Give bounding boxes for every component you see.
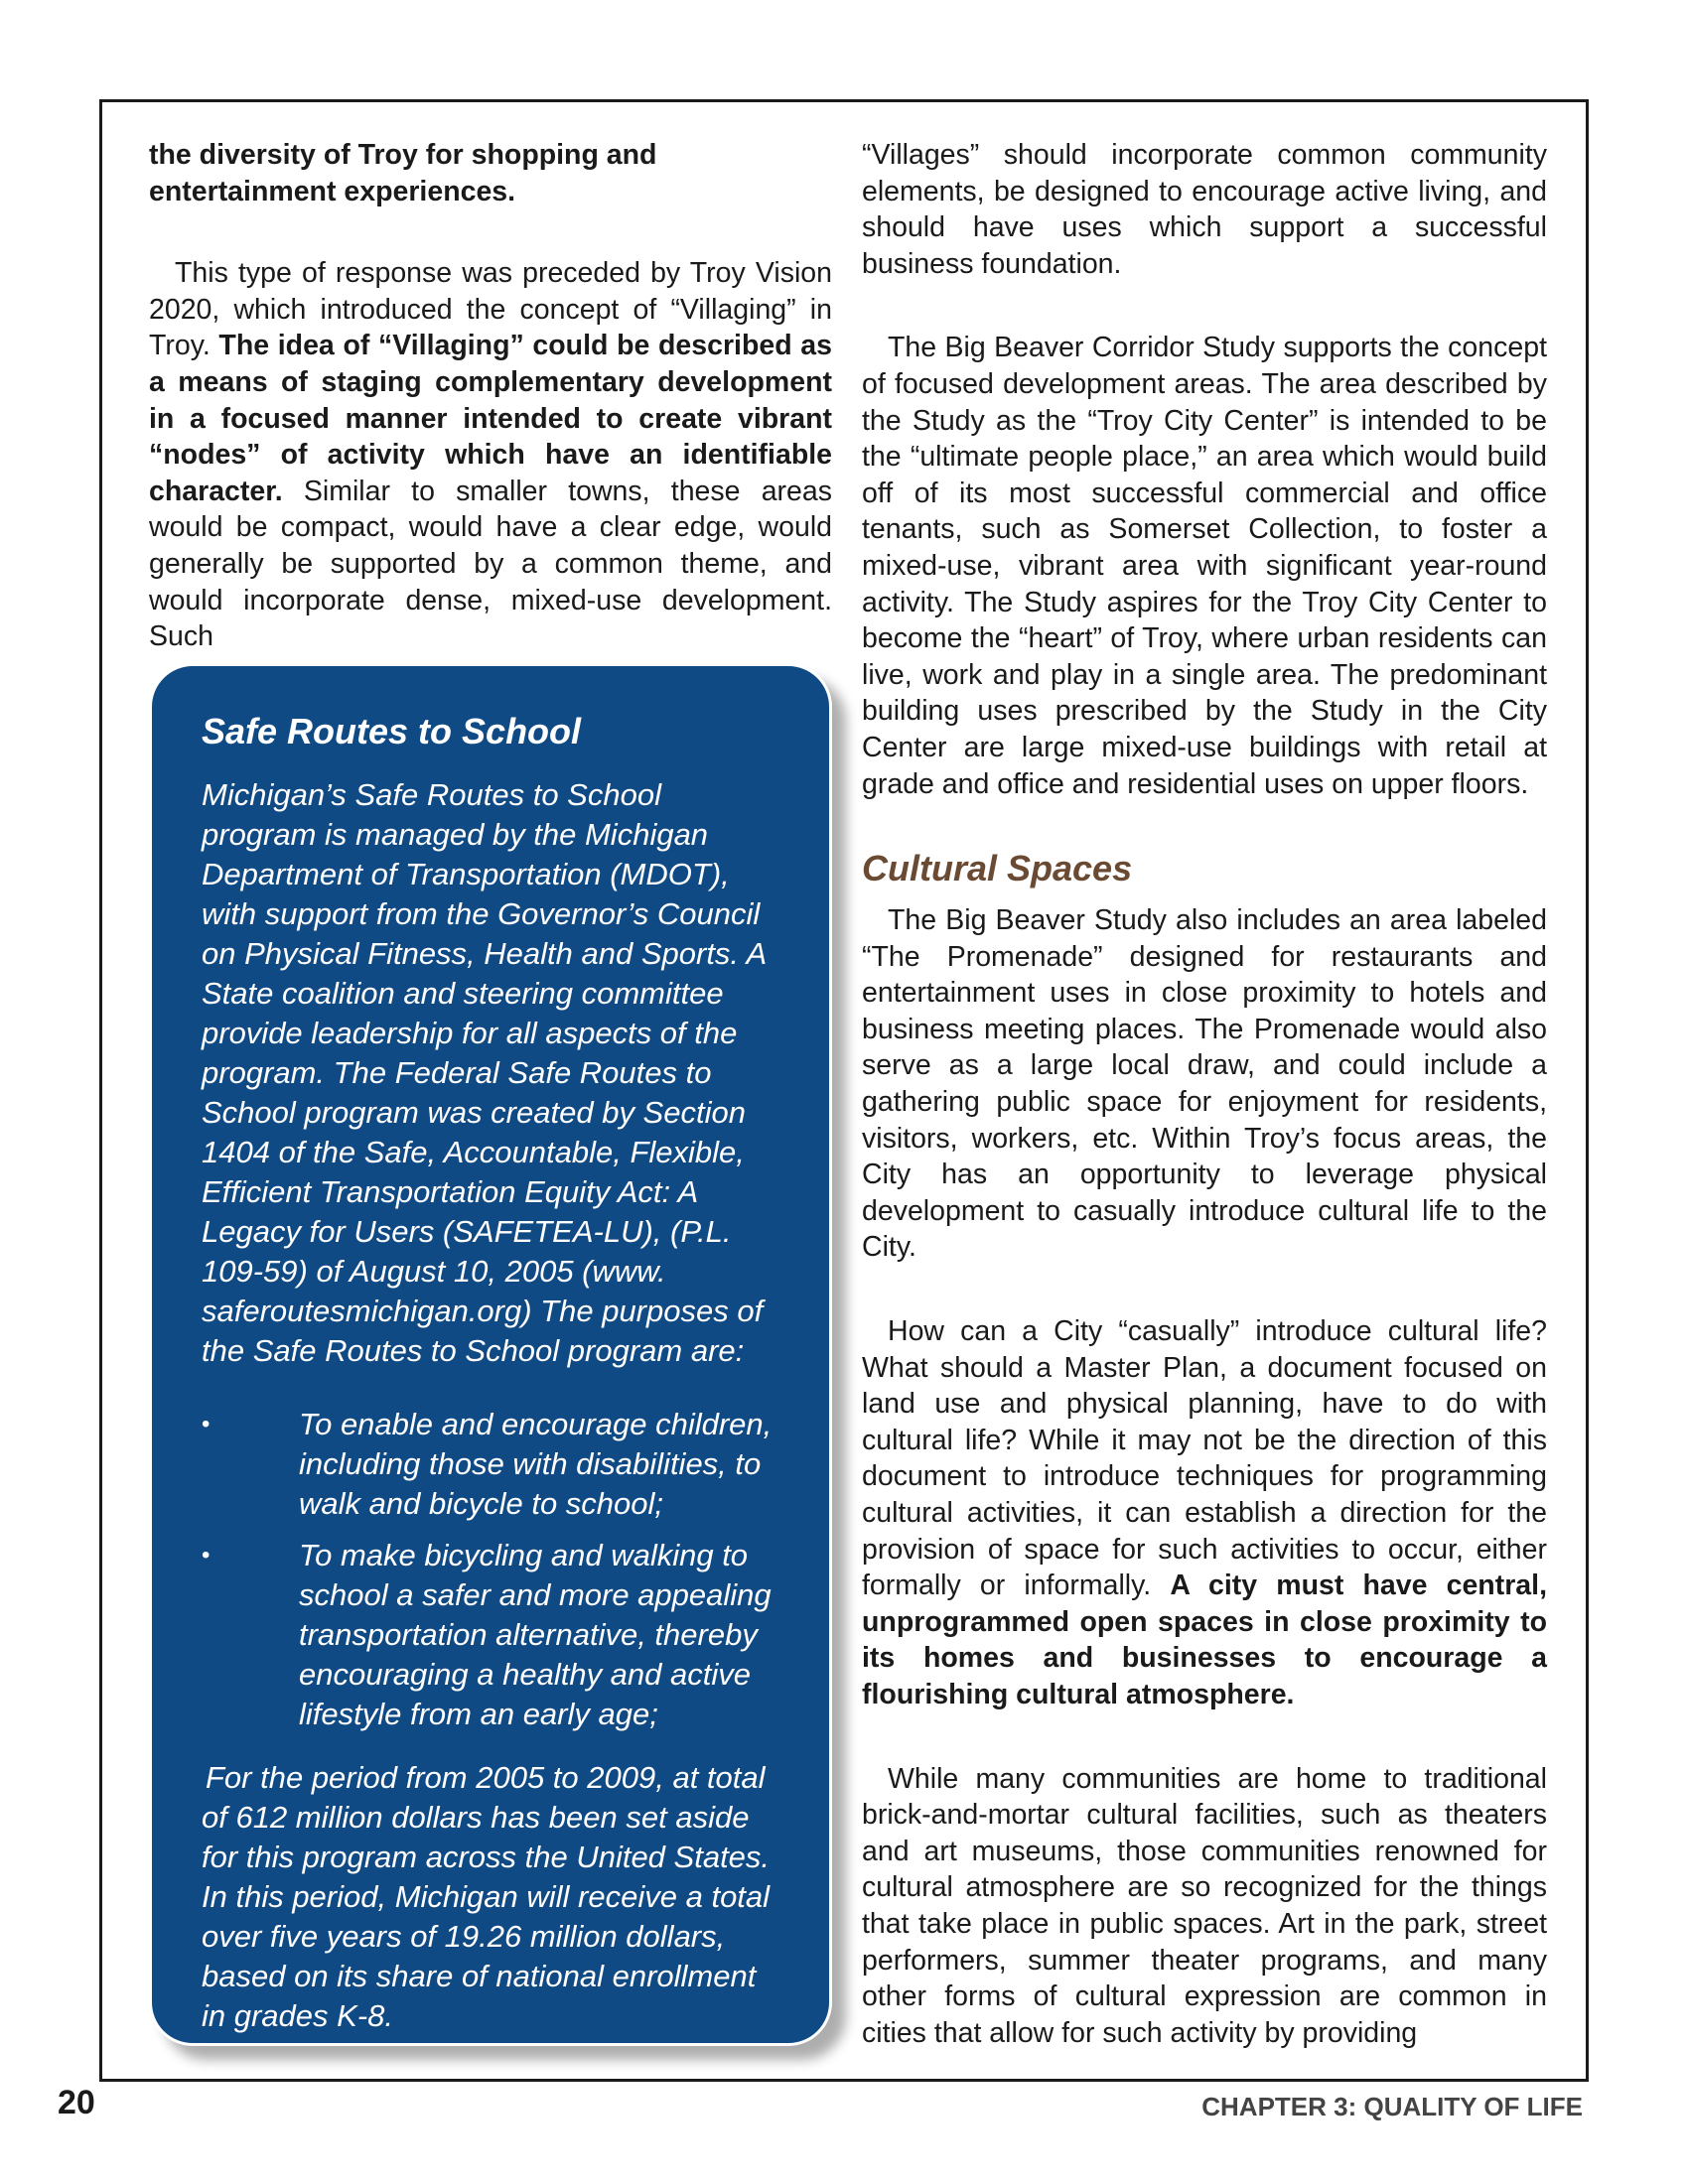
lead-paragraph: the diversity of Troy for shopping and entertainment experiences. bbox=[149, 139, 657, 207]
list-item bbox=[202, 1405, 779, 1524]
villaging-rest-text: Similar to smaller towns, these areas would be compact, would have a clear edge, would generally be supported by a common theme, and would incorporate dense, mixed-use development. Such bbox=[149, 475, 832, 653]
sidebar-bullet-list bbox=[202, 1405, 779, 1734]
sidebar-title: Safe Routes to School bbox=[202, 711, 582, 751]
villaging-intro-text: This type of response was preceded by Troy Vision 2020, which introduced the concept of “Villaging” in Troy. bbox=[149, 257, 832, 362]
casually-paragraph bbox=[862, 1313, 1547, 1713]
bullet-icon: • bbox=[202, 1411, 211, 1437]
safe-routes-sidebar bbox=[149, 663, 832, 2046]
list-item bbox=[202, 1536, 779, 1734]
bullet-text: To enable and encourage children, including those with disabilities, to walk and bicycle to school; bbox=[299, 1407, 773, 1521]
sidebar-body: Michigan’s Safe Routes to School program is managed by the Michigan Department of Transportation (MDOT), with support from the Governor’s Council on Physical Fitness, Health and Sports. A State coalition and steering committee provide leadership for all aspects of the program. The Federal Safe Routes to School program was created by Section 1404 of the Safe, Accountable, Flexible, Efficient Transportation Equity Act: A Legacy for Users (SAFETEA-LU), (P.L. 109-59) of August 10, 2005 (www. saferoutesmichigan.org) The purposes of the Safe Routes to School program are: bbox=[202, 777, 767, 1368]
left-column bbox=[149, 137, 832, 655]
communities-paragraph: While many communities are home to traditional brick-and-mortar cultural facilities, such as theaters and art museums, those communities renowned for cultural atmosphere are so recognized for the things that take place in public spaces. Art in the park, street performers, summer theater programs, and many other forms of cultural expression are common in cities that allow for such activity by providing bbox=[862, 1762, 1547, 2049]
bullet-text: To make bicycling and walking to school a safer and more appealing transportation alternative, thereby encouraging a healthy and active lifestyle from an early age; bbox=[299, 1538, 772, 1731]
villaging-paragraph bbox=[149, 255, 832, 655]
sidebar-closing-paragraph: For the period from 2005 to 2009, at total of 612 million dollars has been set aside for this program across the United States. In this period, Michigan will receive a total over five years of 19.26 million dollars, based on its share of national enrollment in grades K-8. bbox=[202, 1760, 771, 2033]
casually-bold-text: A city must have central, unprogrammed open spaces in close proximity to its homes and businesses to encourage a flourishing cultural atmosphere. bbox=[862, 1570, 1547, 1710]
promenade-paragraph: The Big Beaver Study also includes an area labeled “The Promenade” designed for restaurants and entertainment uses in close proximity to hotels and business meeting places. The Promenade would also serve as a large local draw, and could include a gathering public space for enjoyment for residents, visitors, workers, etc. Within Troy’s focus areas, the City has an opportunity to leverage physical development to casually introduce cultural life to the City. bbox=[862, 904, 1547, 1264]
corridor-study-paragraph: The Big Beaver Corridor Study supports the concept of focused development areas. The area described by the Study as the “Troy City Center” is intended to be the “ultimate people place,” an area which would build off of its most successful commercial and office tenants, such as Somerset Collection, to foster a mixed-use, vibrant area with significant year-round activity. The Study aspires for the Troy City Center to become the “heart” of Troy, where urban residents can live, work and play in a single area. The predominant building uses prescribed by the Study in the City Center are large mixed-use buildings with retail at grade and office and residential uses on upper floors. bbox=[862, 332, 1547, 800]
cultural-spaces-heading: Cultural Spaces bbox=[862, 848, 1133, 889]
right-column bbox=[862, 137, 1547, 2051]
chapter-footer: CHAPTER 3: QUALITY OF LIFE bbox=[1201, 2092, 1583, 2121]
villaging-bold-text: The idea of “Villaging” could be described as a means of staging complementary development in a focused manner intended to create vibrant “nodes” of activity which have an identifiable character. bbox=[149, 330, 832, 507]
bullet-icon: • bbox=[202, 1542, 211, 1569]
casually-text: How can a City “casually” introduce cultural life? What should a Master Plan, a document focused on land use and physical planning, have to do with cultural life? While it may not be the direction of this document to introduce techniques for programming cultural activities, it can establish a direction for the provision of space for such activities to occur, either formally or informally. bbox=[862, 1315, 1547, 1602]
page-number: 20 bbox=[58, 2084, 95, 2121]
villages-paragraph: “Villages” should incorporate common community elements, be designed to encourage active living, and should have uses which support a successful business foundation. bbox=[862, 139, 1547, 280]
